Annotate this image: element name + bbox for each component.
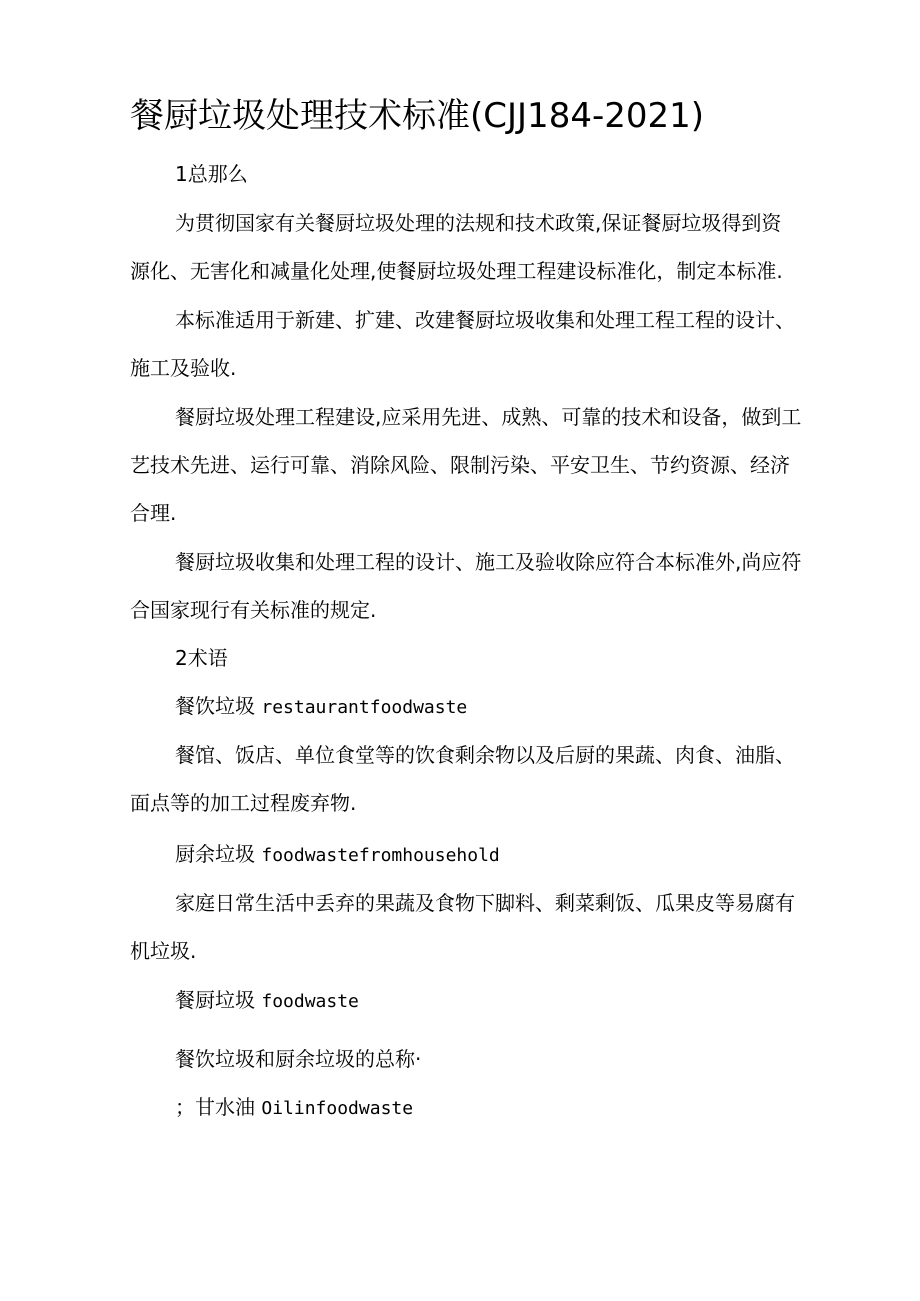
paragraph-3-line-3: 合理.: [130, 501, 177, 525]
paragraph-1-line-2: 源化、无害化和减量化处理,使餐厨垃圾处理工程建设标准化，制定本标准.: [130, 259, 783, 283]
paragraph-4-line-1: 餐厨垃圾收集和处理工程的设计、施工及验收除应符合本标准外,尚应符: [175, 550, 802, 574]
section-2-heading: 2术语: [175, 646, 228, 670]
paragraph-4-line-2: 合国家现行有关标准的规定.: [130, 598, 377, 622]
term-2-english: foodwastefromhousehold: [261, 845, 500, 866]
paragraph-2-line-2: 施工及验收.: [130, 356, 237, 380]
term-1-chinese: 餐饮垃圾: [175, 694, 255, 718]
document-title: 餐厨垃圾处理技术标准(CJJ184-2021): [130, 96, 705, 136]
paragraph-3-line-2: 艺技术先进、运行可靠、消除风险、限制污染、平安卫生、节约资源、经济: [130, 453, 790, 477]
definition-2-line-1: 家庭日常生活中丢弃的果蔬及食物下脚料、剩菜剩饭、瓜果皮等易腐有: [175, 891, 795, 915]
term-2-chinese: 厨余垃圾: [175, 842, 255, 866]
term-4-chinese: ；甘水油: [175, 1095, 255, 1119]
term-3-chinese: 餐厨垃圾: [175, 988, 255, 1012]
section-1-heading: 1总那么: [175, 162, 248, 186]
definition-1-line-1: 餐馆、饭店、单位食堂等的饮食剩余物以及后厨的果蔬、肉食、油脂、: [175, 743, 795, 767]
term-3-english: foodwaste: [261, 991, 359, 1012]
term-3: [175, 986, 359, 1016]
term-4-english: Oilinfoodwaste: [261, 1098, 414, 1119]
definition-1-line-2: 面点等的加工过程废弃物.: [130, 791, 357, 815]
term-4: [175, 1093, 413, 1123]
paragraph-3-line-1: 餐厨垃圾处理工程建设,应采用先进、成熟、可靠的技术和设备，做到工: [175, 405, 802, 429]
definition-2-line-2: 机垃圾.: [130, 939, 197, 963]
paragraph-2-line-1: 本标准适用于新建、扩建、改建餐厨垃圾收集和处理工程工程的设计、: [175, 308, 795, 332]
term-1-english: restaurantfoodwaste: [261, 697, 468, 718]
term-1: [175, 692, 467, 722]
paragraph-1-line-1: 为贯彻国家有关餐厨垃圾处理的法规和技术政策,保证餐厨垃圾得到资: [175, 211, 782, 235]
term-2: [175, 840, 500, 870]
definition-3-line-1: 餐饮垃圾和厨余垃圾的总称·: [175, 1047, 422, 1071]
